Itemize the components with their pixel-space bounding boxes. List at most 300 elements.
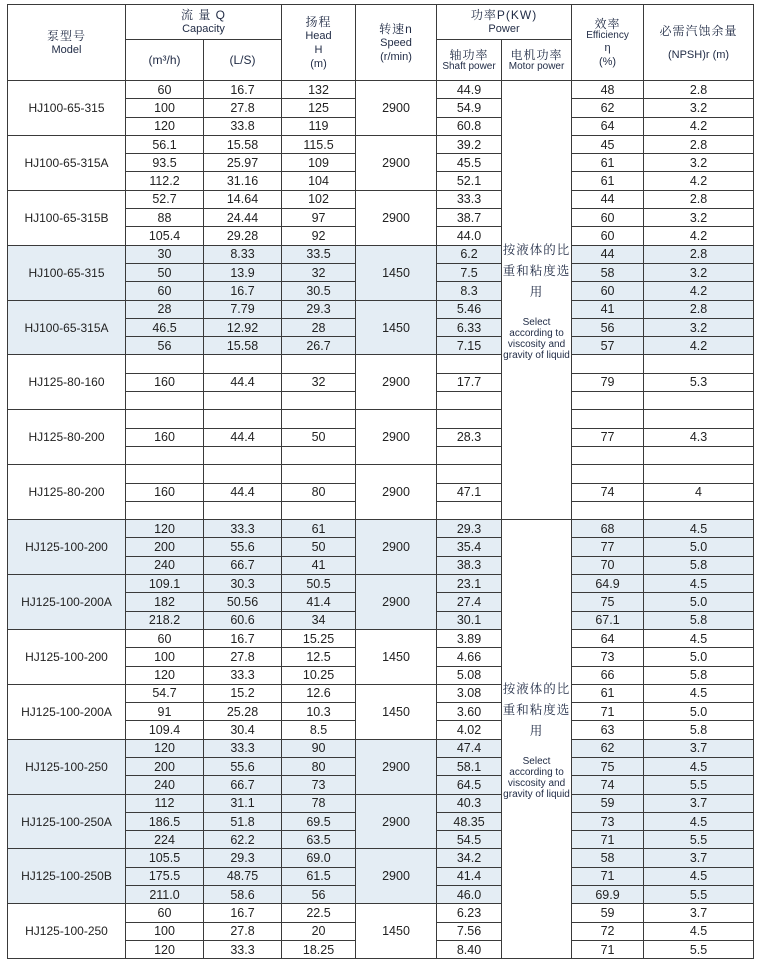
shaft-power-cell: 17.7 xyxy=(437,373,502,391)
efficiency-cell: 61 xyxy=(572,172,644,190)
shaft-power-cell: 29.3 xyxy=(437,520,502,538)
motor-power-note-en: Select according to viscosity and gravity of liquid xyxy=(503,755,570,800)
npsh-cell: 5.0 xyxy=(644,648,754,666)
capacity-ls-cell: 27.8 xyxy=(204,922,282,940)
npsh-cell: 3.7 xyxy=(644,739,754,757)
capacity-ls-cell: 44.4 xyxy=(204,428,282,446)
efficiency-cell: 71 xyxy=(572,867,644,885)
capacity-m3h-header: (m³/h) xyxy=(126,40,204,81)
shaft-power-cell: 6.23 xyxy=(437,904,502,922)
npsh-cell: 2.8 xyxy=(644,245,754,263)
shaft-power-cell: 8.3 xyxy=(437,282,502,300)
power-header-zh: 功率P(KW) xyxy=(470,8,538,22)
capacity-ls-cell: 24.44 xyxy=(204,209,282,227)
table-row xyxy=(8,849,754,867)
shaft-power-cell: 7.5 xyxy=(437,263,502,281)
motor-power-header xyxy=(502,40,572,81)
efficiency-cell: 66 xyxy=(572,666,644,684)
efficiency-cell: 45 xyxy=(572,135,644,153)
table-row xyxy=(8,739,754,757)
efficiency-cell: 77 xyxy=(572,538,644,556)
capacity-ls-cell: 16.7 xyxy=(204,282,282,300)
capacity-m3h-cell: 120 xyxy=(126,666,204,684)
efficiency-header-unit: (%) xyxy=(598,55,617,68)
npsh-cell xyxy=(644,446,754,464)
efficiency-cell: 71 xyxy=(572,940,644,958)
capacity-m3h-cell: 109.4 xyxy=(126,721,204,739)
shaft-power-cell: 38.3 xyxy=(437,556,502,574)
head-cell: 50 xyxy=(282,538,356,556)
shaft-power-cell: 30.1 xyxy=(437,611,502,629)
speed-cell: 2900 xyxy=(356,575,437,630)
table-row xyxy=(8,465,754,483)
npsh-cell: 4.5 xyxy=(644,922,754,940)
npsh-cell: 2.8 xyxy=(644,190,754,208)
npsh-cell xyxy=(644,392,754,410)
speed-cell: 1450 xyxy=(356,904,437,959)
capacity-m3h-cell: 240 xyxy=(126,556,204,574)
efficiency-cell xyxy=(572,410,644,428)
npsh-header xyxy=(644,5,754,81)
capacity-ls-cell: 33.3 xyxy=(204,739,282,757)
capacity-m3h-cell: 160 xyxy=(126,373,204,391)
npsh-cell: 5.5 xyxy=(644,940,754,958)
shaft-power-cell: 3.08 xyxy=(437,684,502,702)
head-cell: 80 xyxy=(282,483,356,501)
head-cell: 63.5 xyxy=(282,831,356,849)
head-cell: 20 xyxy=(282,922,356,940)
efficiency-cell: 60 xyxy=(572,209,644,227)
npsh-cell: 4.5 xyxy=(644,812,754,830)
capacity-ls-cell: 7.79 xyxy=(204,300,282,318)
capacity-ls-cell xyxy=(204,355,282,373)
efficiency-cell: 60 xyxy=(572,227,644,245)
efficiency-cell: 75 xyxy=(572,593,644,611)
shaft-power-cell: 7.15 xyxy=(437,337,502,355)
head-cell xyxy=(282,446,356,464)
speed-header-zh: 转速n xyxy=(379,21,413,36)
efficiency-cell: 60 xyxy=(572,282,644,300)
efficiency-cell: 70 xyxy=(572,556,644,574)
model-header-zh: 泵型号 xyxy=(46,28,86,43)
capacity-header-zh: 流 量 Q xyxy=(181,8,227,22)
efficiency-cell xyxy=(572,446,644,464)
head-cell: 26.7 xyxy=(282,337,356,355)
npsh-cell: 5.5 xyxy=(644,776,754,794)
capacity-ls-cell xyxy=(204,446,282,464)
speed-cell: 2900 xyxy=(356,190,437,245)
shaft-power-cell: 4.66 xyxy=(437,648,502,666)
capacity-ls-cell: 16.7 xyxy=(204,629,282,647)
model-cell: HJ125-80-160 xyxy=(8,355,126,410)
shaft-power-cell: 34.2 xyxy=(437,849,502,867)
head-cell: 80 xyxy=(282,757,356,775)
speed-cell: 2900 xyxy=(356,520,437,575)
head-cell: 92 xyxy=(282,227,356,245)
efficiency-cell: 77 xyxy=(572,428,644,446)
head-cell: 12.5 xyxy=(282,648,356,666)
table-row xyxy=(8,794,754,812)
speed-cell: 2900 xyxy=(356,849,437,904)
capacity-m3h-cell: 112 xyxy=(126,794,204,812)
table-header xyxy=(8,5,754,81)
capacity-ls-cell: 62.2 xyxy=(204,831,282,849)
shaft-power-cell: 33.3 xyxy=(437,190,502,208)
capacity-m3h-cell: 100 xyxy=(126,922,204,940)
npsh-cell: 5.8 xyxy=(644,556,754,574)
shaft-power-cell: 6.2 xyxy=(437,245,502,263)
capacity-ls-cell: 55.6 xyxy=(204,538,282,556)
capacity-ls-cell: 50.56 xyxy=(204,593,282,611)
efficiency-cell: 44 xyxy=(572,190,644,208)
head-cell: 10.3 xyxy=(282,703,356,721)
npsh-cell: 4.5 xyxy=(644,684,754,702)
motor-power-header-en: Motor power xyxy=(508,61,565,72)
capacity-ls-cell: 60.6 xyxy=(204,611,282,629)
head-cell: 115.5 xyxy=(282,135,356,153)
capacity-m3h-cell: 50 xyxy=(126,263,204,281)
shaft-power-cell: 60.8 xyxy=(437,117,502,135)
shaft-power-cell: 23.1 xyxy=(437,575,502,593)
capacity-m3h-cell: 211.0 xyxy=(126,886,204,904)
table-row xyxy=(8,520,754,538)
npsh-cell: 5.0 xyxy=(644,703,754,721)
model-header-en: Model xyxy=(51,43,82,56)
table-row xyxy=(8,245,754,263)
shaft-power-cell: 47.1 xyxy=(437,483,502,501)
npsh-cell: 5.8 xyxy=(644,611,754,629)
efficiency-cell: 59 xyxy=(572,794,644,812)
head-cell: 8.5 xyxy=(282,721,356,739)
npsh-cell xyxy=(644,501,754,519)
shaft-power-cell: 47.4 xyxy=(437,739,502,757)
npsh-cell: 4.2 xyxy=(644,282,754,300)
shaft-power-cell: 8.40 xyxy=(437,940,502,958)
efficiency-header-zh: 效率 xyxy=(594,16,621,31)
capacity-ls-cell: 30.3 xyxy=(204,575,282,593)
speed-cell: 2900 xyxy=(356,739,437,794)
model-cell: HJ125-100-200A xyxy=(8,684,126,739)
efficiency-cell: 68 xyxy=(572,520,644,538)
shaft-power-cell: 5.46 xyxy=(437,300,502,318)
shaft-power-cell: 38.7 xyxy=(437,209,502,227)
shaft-power-cell: 44.0 xyxy=(437,227,502,245)
table-row xyxy=(8,904,754,922)
capacity-m3h-cell xyxy=(126,355,204,373)
capacity-m3h-cell: 93.5 xyxy=(126,154,204,172)
shaft-power-cell xyxy=(437,410,502,428)
efficiency-cell: 59 xyxy=(572,904,644,922)
efficiency-cell: 63 xyxy=(572,721,644,739)
capacity-m3h-cell: 120 xyxy=(126,117,204,135)
shaft-power-cell xyxy=(437,355,502,373)
head-cell: 125 xyxy=(282,99,356,117)
head-cell: 30.5 xyxy=(282,282,356,300)
speed-cell: 2900 xyxy=(356,135,437,190)
speed-header-en: Speed xyxy=(380,36,412,49)
capacity-ls-header: (L/S) xyxy=(204,40,282,81)
npsh-cell: 4 xyxy=(644,483,754,501)
capacity-ls-cell: 15.58 xyxy=(204,135,282,153)
efficiency-cell: 73 xyxy=(572,648,644,666)
capacity-m3h-cell: 56.1 xyxy=(126,135,204,153)
model-cell: HJ100-65-315 xyxy=(8,245,126,300)
capacity-ls-cell: 14.64 xyxy=(204,190,282,208)
efficiency-cell: 58 xyxy=(572,849,644,867)
npsh-cell: 5.5 xyxy=(644,886,754,904)
speed-cell: 2900 xyxy=(356,410,437,465)
npsh-header-en: (NPSH)r (m) xyxy=(667,48,730,61)
npsh-cell: 3.2 xyxy=(644,209,754,227)
shaft-power-cell: 3.60 xyxy=(437,703,502,721)
npsh-cell: 2.8 xyxy=(644,300,754,318)
table-row xyxy=(8,410,754,428)
speed-header-unit: (r/min) xyxy=(380,50,412,63)
table-row xyxy=(8,135,754,153)
capacity-m3h-cell: 200 xyxy=(126,538,204,556)
capacity-ls-cell: 48.75 xyxy=(204,867,282,885)
head-header-zh: 扬程 xyxy=(305,14,332,29)
capacity-m3h-cell xyxy=(126,501,204,519)
head-cell: 28 xyxy=(282,318,356,336)
head-cell: 61.5 xyxy=(282,867,356,885)
table-row xyxy=(8,190,754,208)
capacity-m3h-cell: 175.5 xyxy=(126,867,204,885)
model-cell: HJ125-100-250A xyxy=(8,794,126,849)
efficiency-cell: 56 xyxy=(572,318,644,336)
head-cell xyxy=(282,465,356,483)
capacity-m3h-cell: 100 xyxy=(126,99,204,117)
head-cell: 41 xyxy=(282,556,356,574)
capacity-ls-cell: 27.8 xyxy=(204,99,282,117)
model-cell: HJ125-80-200 xyxy=(8,410,126,465)
head-cell: 78 xyxy=(282,794,356,812)
head-cell: 90 xyxy=(282,739,356,757)
capacity-ls-cell: 15.2 xyxy=(204,684,282,702)
speed-cell: 1450 xyxy=(356,629,437,684)
capacity-m3h-cell: 182 xyxy=(126,593,204,611)
head-cell: 29.3 xyxy=(282,300,356,318)
capacity-ls-cell: 25.97 xyxy=(204,154,282,172)
capacity-m3h-cell: 120 xyxy=(126,739,204,757)
capacity-ls-cell: 33.3 xyxy=(204,666,282,684)
head-header-symbol: H xyxy=(314,43,323,56)
capacity-m3h-cell: 30 xyxy=(126,245,204,263)
head-cell: 104 xyxy=(282,172,356,190)
capacity-ls-cell: 29.28 xyxy=(204,227,282,245)
shaft-power-cell: 52.1 xyxy=(437,172,502,190)
speed-header xyxy=(356,5,437,81)
npsh-cell: 4.3 xyxy=(644,428,754,446)
npsh-cell: 3.2 xyxy=(644,99,754,117)
speed-cell: 1450 xyxy=(356,300,437,355)
efficiency-cell: 61 xyxy=(572,154,644,172)
capacity-ls-cell xyxy=(204,392,282,410)
head-cell xyxy=(282,355,356,373)
shaft-power-header xyxy=(437,40,502,81)
capacity-ls-cell: 66.7 xyxy=(204,556,282,574)
model-cell: HJ125-100-250 xyxy=(8,739,126,794)
npsh-cell: 4.5 xyxy=(644,757,754,775)
capacity-m3h-cell: 60 xyxy=(126,904,204,922)
shaft-power-cell: 45.5 xyxy=(437,154,502,172)
capacity-m3h-cell: 60 xyxy=(126,81,204,99)
capacity-m3h-cell: 112.2 xyxy=(126,172,204,190)
capacity-ls-cell: 33.3 xyxy=(204,520,282,538)
shaft-power-cell: 28.3 xyxy=(437,428,502,446)
head-header xyxy=(282,5,356,81)
capacity-m3h-cell: 120 xyxy=(126,520,204,538)
capacity-m3h-cell xyxy=(126,465,204,483)
npsh-cell: 3.7 xyxy=(644,849,754,867)
npsh-cell: 3.2 xyxy=(644,318,754,336)
capacity-m3h-cell xyxy=(126,410,204,428)
npsh-cell: 5.8 xyxy=(644,666,754,684)
model-cell: HJ100-65-315A xyxy=(8,300,126,355)
shaft-power-cell: 5.08 xyxy=(437,666,502,684)
shaft-power-cell: 48.35 xyxy=(437,812,502,830)
efficiency-header-symbol: η xyxy=(604,41,611,54)
capacity-m3h-cell: 100 xyxy=(126,648,204,666)
shaft-power-cell: 64.5 xyxy=(437,776,502,794)
motor-power-note-zh: 按液体的比重和粘度选用 xyxy=(502,242,571,299)
shaft-power-cell: 40.3 xyxy=(437,794,502,812)
table-row xyxy=(8,629,754,647)
capacity-ls-cell: 27.8 xyxy=(204,648,282,666)
npsh-cell: 4.2 xyxy=(644,337,754,355)
npsh-cell: 4.5 xyxy=(644,867,754,885)
capacity-m3h-cell: 200 xyxy=(126,757,204,775)
capacity-ls-cell: 55.6 xyxy=(204,757,282,775)
shaft-power-cell xyxy=(437,501,502,519)
head-cell: 34 xyxy=(282,611,356,629)
model-header xyxy=(8,5,126,81)
capacity-ls-cell xyxy=(204,410,282,428)
head-cell: 61 xyxy=(282,520,356,538)
efficiency-cell: 74 xyxy=(572,483,644,501)
efficiency-cell: 41 xyxy=(572,300,644,318)
head-cell: 12.6 xyxy=(282,684,356,702)
capacity-m3h-cell: 120 xyxy=(126,940,204,958)
efficiency-cell: 44 xyxy=(572,245,644,263)
shaft-power-cell: 58.1 xyxy=(437,757,502,775)
capacity-ls-cell: 44.4 xyxy=(204,483,282,501)
table-row xyxy=(8,300,754,318)
npsh-cell xyxy=(644,410,754,428)
capacity-m3h-cell: 91 xyxy=(126,703,204,721)
capacity-m3h-cell: 28 xyxy=(126,300,204,318)
head-cell: 15.25 xyxy=(282,629,356,647)
capacity-ls-cell: 16.7 xyxy=(204,81,282,99)
head-header-unit: (m) xyxy=(310,57,327,70)
npsh-cell xyxy=(644,465,754,483)
head-cell: 50.5 xyxy=(282,575,356,593)
npsh-cell: 2.8 xyxy=(644,135,754,153)
model-cell: HJ125-100-200 xyxy=(8,629,126,684)
table-row xyxy=(8,355,754,373)
efficiency-cell: 58 xyxy=(572,263,644,281)
head-cell xyxy=(282,392,356,410)
capacity-m3h-cell: 224 xyxy=(126,831,204,849)
head-cell xyxy=(282,501,356,519)
capacity-ls-cell: 29.3 xyxy=(204,849,282,867)
capacity-m3h-cell: 54.7 xyxy=(126,684,204,702)
efficiency-cell: 62 xyxy=(572,99,644,117)
capacity-m3h-cell: 52.7 xyxy=(126,190,204,208)
shaft-power-cell: 41.4 xyxy=(437,867,502,885)
efficiency-cell: 48 xyxy=(572,81,644,99)
efficiency-cell: 71 xyxy=(572,831,644,849)
npsh-cell: 2.8 xyxy=(644,81,754,99)
capacity-ls-cell: 51.8 xyxy=(204,812,282,830)
efficiency-cell: 74 xyxy=(572,776,644,794)
shaft-power-cell: 54.9 xyxy=(437,99,502,117)
capacity-header-en: Capacity xyxy=(182,23,225,35)
capacity-m3h-cell: 88 xyxy=(126,209,204,227)
table-body xyxy=(8,81,754,959)
table-row xyxy=(8,684,754,702)
motor-power-note-zh: 按液体的比重和粘度选用 xyxy=(502,681,571,738)
capacity-m3h-cell: 186.5 xyxy=(126,812,204,830)
npsh-cell: 4.2 xyxy=(644,117,754,135)
npsh-cell: 4.2 xyxy=(644,227,754,245)
capacity-ls-cell: 31.1 xyxy=(204,794,282,812)
npsh-cell: 5.0 xyxy=(644,593,754,611)
capacity-ls-cell: 58.6 xyxy=(204,886,282,904)
npsh-cell: 5.8 xyxy=(644,721,754,739)
head-cell: 97 xyxy=(282,209,356,227)
efficiency-cell: 69.9 xyxy=(572,886,644,904)
npsh-cell: 5.3 xyxy=(644,373,754,391)
shaft-power-cell xyxy=(437,465,502,483)
capacity-m3h-cell: 218.2 xyxy=(126,611,204,629)
capacity-ls-cell: 16.7 xyxy=(204,904,282,922)
motor-power-note xyxy=(502,520,572,959)
capacity-m3h-cell: 160 xyxy=(126,483,204,501)
efficiency-cell: 62 xyxy=(572,739,644,757)
head-cell: 33.5 xyxy=(282,245,356,263)
motor-power-header-zh: 电机功率 xyxy=(510,48,563,62)
efficiency-cell: 64 xyxy=(572,117,644,135)
speed-cell: 2900 xyxy=(356,794,437,849)
npsh-cell: 3.2 xyxy=(644,154,754,172)
table-row xyxy=(8,81,754,99)
efficiency-cell: 73 xyxy=(572,812,644,830)
efficiency-cell xyxy=(572,465,644,483)
efficiency-cell xyxy=(572,355,644,373)
head-cell: 10.25 xyxy=(282,666,356,684)
head-cell: 18.25 xyxy=(282,940,356,958)
npsh-cell: 4.5 xyxy=(644,575,754,593)
speed-cell: 1450 xyxy=(356,245,437,300)
head-cell: 109 xyxy=(282,154,356,172)
npsh-cell: 4.5 xyxy=(644,520,754,538)
shaft-power-cell: 3.89 xyxy=(437,629,502,647)
capacity-header xyxy=(126,5,282,40)
head-cell: 132 xyxy=(282,81,356,99)
speed-cell: 1450 xyxy=(356,684,437,739)
pump-performance-table xyxy=(7,4,754,959)
model-cell: HJ125-100-250B xyxy=(8,849,126,904)
shaft-power-header-en: Shaft power xyxy=(442,61,496,72)
table-row xyxy=(8,575,754,593)
efficiency-cell: 61 xyxy=(572,684,644,702)
model-cell: HJ100-65-315B xyxy=(8,190,126,245)
shaft-power-cell: 46.0 xyxy=(437,886,502,904)
shaft-power-cell xyxy=(437,446,502,464)
capacity-ls-cell: 12.92 xyxy=(204,318,282,336)
head-cell: 22.5 xyxy=(282,904,356,922)
